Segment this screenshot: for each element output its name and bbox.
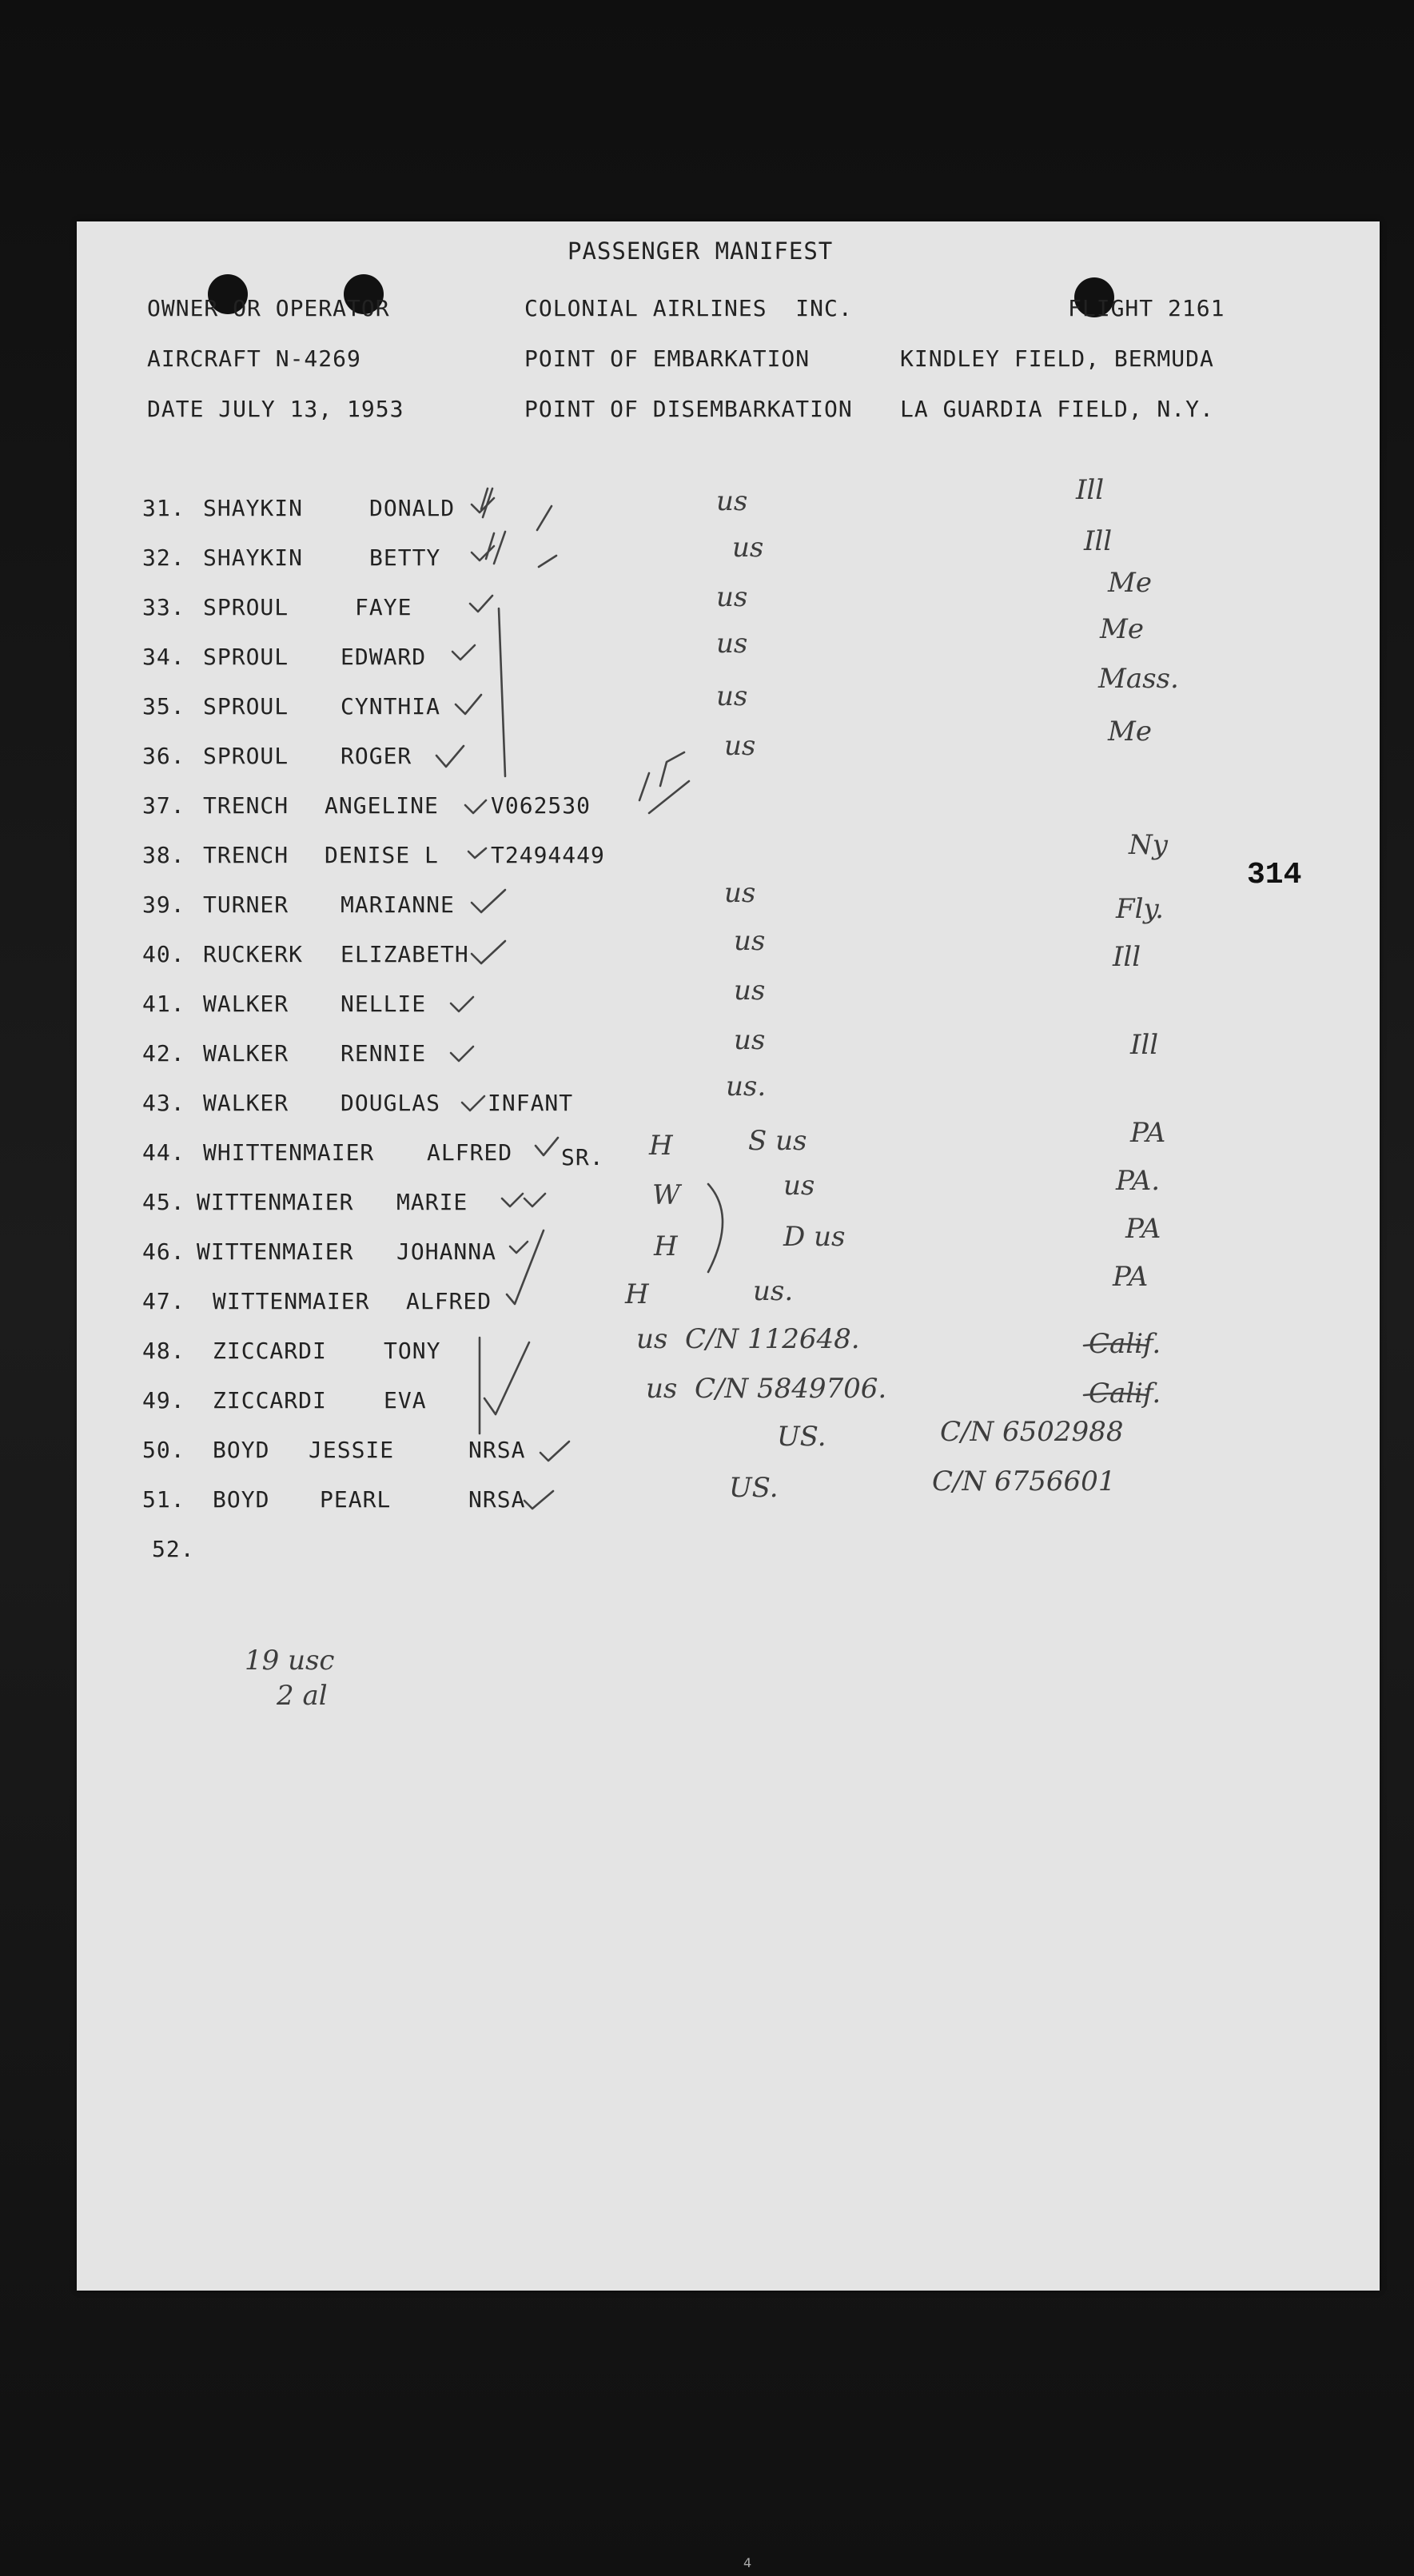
passenger-surname: BOYD	[213, 1486, 270, 1513]
tally-note: 2 al	[277, 1680, 328, 1712]
check-mark	[472, 890, 505, 912]
destination-note: Me	[1108, 567, 1152, 599]
passenger-given-name: PEARL	[320, 1486, 392, 1513]
check-mark	[484, 1342, 529, 1414]
bracket-letter: H	[625, 1278, 649, 1310]
row-number: 51.	[142, 1486, 185, 1513]
citizenship-note: us	[734, 1024, 766, 1056]
citizenship-note: us C/N 112648.	[636, 1323, 860, 1355]
passenger-given-name: ELIZABETH	[341, 941, 469, 967]
sibling-mark	[639, 752, 689, 813]
citizenship-note: us	[783, 1170, 815, 1202]
frame-number: 4	[743, 2555, 752, 2570]
row-number: 33.	[142, 594, 185, 620]
check-mark	[462, 1096, 484, 1111]
passenger-surname: ZICCARDI	[213, 1338, 327, 1364]
destination-note: PA	[1113, 1261, 1149, 1293]
citizenship-note: us.	[726, 1071, 767, 1103]
row-number: 52.	[152, 1536, 195, 1562]
check-mark	[452, 645, 475, 660]
row-number: 46.	[142, 1238, 185, 1265]
check-mark	[456, 695, 481, 714]
row-number: 48.	[142, 1338, 185, 1364]
check-mark	[472, 546, 494, 560]
citizenship-note: US.	[777, 1421, 826, 1453]
citizenship-note: US.	[729, 1472, 779, 1504]
check-mark	[468, 848, 486, 858]
pencil-check-marks	[77, 221, 1380, 2291]
citizenship-note: D us	[783, 1221, 846, 1253]
passenger-surname: WALKER	[203, 1090, 289, 1116]
bracket-letter: H	[654, 1230, 678, 1262]
passenger-surname: TURNER	[203, 891, 289, 918]
certificate-note: C/N 6756601	[932, 1465, 1116, 1497]
bracket-letter: H	[649, 1130, 673, 1162]
row-number: 37.	[142, 792, 185, 819]
embarkation-value: KINDLEY FIELD, BERMUDA	[900, 345, 1214, 372]
citizenship-note: us	[734, 925, 766, 957]
passport-number: V062530	[491, 792, 591, 819]
owner-label: OWNER OR OPERATOR	[147, 295, 390, 321]
embarkation-label: POINT OF EMBARKATION	[524, 345, 811, 372]
passenger-surname: SPROUL	[203, 594, 289, 620]
row-number: 38.	[142, 842, 185, 868]
passenger-surname: BOYD	[213, 1437, 270, 1463]
bracket-line	[708, 1184, 723, 1272]
row-number: 36.	[142, 743, 185, 769]
destination-note: Calif.	[1089, 1378, 1161, 1410]
visa-status: NRSA	[468, 1437, 526, 1463]
check-mark	[451, 997, 473, 1011]
row-number: 43.	[142, 1090, 185, 1116]
row-number: 34.	[142, 644, 185, 670]
check-mark	[486, 532, 556, 567]
disembarkation-label: POINT OF DISEMBARKATION	[524, 396, 853, 422]
visa-status: NRSA	[468, 1486, 526, 1513]
row-number: 45.	[142, 1189, 185, 1215]
destination-note: Calif.	[1089, 1328, 1161, 1360]
page-number-stamp: 314	[1247, 858, 1302, 892]
check-mark	[524, 1491, 553, 1509]
passenger-given-name: DENISE L	[325, 842, 439, 868]
check-mark	[470, 596, 492, 612]
passenger-given-name: TONY	[384, 1338, 441, 1364]
citizenship-note: us	[716, 581, 748, 613]
passenger-surname: WITTENMAIER	[213, 1288, 370, 1314]
passenger-surname: WHITTENMAIER	[203, 1139, 375, 1166]
passenger-given-name: BETTY	[369, 544, 441, 571]
destination-note: PA.	[1116, 1165, 1161, 1197]
citizenship-note: us	[724, 730, 756, 762]
passenger-surname: ZICCARDI	[213, 1387, 327, 1414]
destination-note: Ill	[1084, 525, 1113, 557]
passenger-surname: WALKER	[203, 1040, 289, 1067]
destination-note: Me	[1100, 613, 1144, 645]
suffix: SR.	[561, 1144, 604, 1170]
passenger-given-name: JOHANNA	[396, 1238, 497, 1265]
passenger-given-name: EDWARD	[341, 644, 427, 670]
infant-flag: INFANT	[488, 1090, 574, 1116]
check-mark	[540, 1442, 569, 1461]
owner-value: COLONIAL AIRLINES INC.	[524, 295, 853, 321]
check-mark	[436, 746, 464, 767]
row-number: 42.	[142, 1040, 185, 1067]
passenger-surname: TRENCH	[203, 792, 289, 819]
row-number: 47.	[142, 1288, 185, 1314]
row-number: 40.	[142, 941, 185, 967]
row-number: 44.	[142, 1139, 185, 1166]
flight-number: FLIGHT 2161	[1068, 295, 1225, 321]
check-mark	[536, 1138, 558, 1155]
passenger-surname: SHAYKIN	[203, 495, 304, 521]
bracket-line	[499, 608, 505, 776]
check-mark	[465, 800, 486, 813]
row-number: 41.	[142, 991, 185, 1017]
row-number: 50.	[142, 1437, 185, 1463]
citizenship-note: us	[716, 628, 748, 660]
destination-note: PA	[1130, 1117, 1166, 1149]
passenger-given-name: ALFRED	[406, 1288, 492, 1314]
passenger-surname: WITTENMAIER	[197, 1238, 354, 1265]
tally-note: 19 usc	[245, 1645, 335, 1677]
check-mark	[502, 1194, 545, 1206]
citizenship-note: us	[716, 485, 748, 517]
row-number: 32.	[142, 544, 185, 571]
manifest-title: PASSENGER MANIFEST	[568, 237, 834, 265]
passenger-given-name: MARIE	[396, 1189, 468, 1215]
check-mark	[481, 488, 552, 530]
row-number: 49.	[142, 1387, 185, 1414]
destination-note: Ill	[1076, 474, 1105, 506]
passenger-given-name: ROGER	[341, 743, 412, 769]
check-mark	[507, 1230, 544, 1304]
strike-through	[1084, 1344, 1148, 1346]
check-mark	[451, 1047, 473, 1061]
citizenship-note: us C/N 5849706.	[646, 1373, 887, 1405]
check-mark	[510, 1242, 528, 1253]
check-mark	[472, 941, 505, 963]
passenger-given-name: ANGELINE	[325, 792, 439, 819]
passenger-given-name: NELLIE	[341, 991, 427, 1017]
disembarkation-value: LA GUARDIA FIELD, N.Y.	[900, 396, 1214, 422]
passenger-surname: SPROUL	[203, 693, 289, 720]
manifest-date: DATE JULY 13, 1953	[147, 396, 404, 422]
destination-note: Mass.	[1098, 663, 1179, 695]
destination-note: Ny	[1129, 829, 1168, 861]
passenger-given-name: MARIANNE	[341, 891, 455, 918]
destination-note: Me	[1108, 716, 1152, 748]
bracket-letter: W	[652, 1179, 680, 1211]
passenger-given-name: EVA	[384, 1387, 427, 1414]
aircraft-label: AIRCRAFT N-4269	[147, 345, 361, 372]
citizenship-note: us.	[753, 1275, 794, 1307]
passenger-given-name: FAYE	[355, 594, 412, 620]
row-number: 39.	[142, 891, 185, 918]
citizenship-note: us	[724, 877, 756, 909]
passenger-surname: WITTENMAIER	[197, 1189, 354, 1215]
passenger-surname: SPROUL	[203, 644, 289, 670]
destination-note: PA	[1125, 1213, 1161, 1245]
citizenship-note: us	[734, 975, 766, 1007]
passenger-surname: RUCKERK	[203, 941, 304, 967]
citizenship-note: us	[716, 680, 748, 712]
passenger-given-name: JESSIE	[309, 1437, 395, 1463]
citizenship-note: us	[732, 532, 764, 564]
passenger-given-name: DONALD	[369, 495, 456, 521]
passenger-surname: TRENCH	[203, 842, 289, 868]
passenger-surname: SHAYKIN	[203, 544, 304, 571]
citizenship-note: S us	[748, 1125, 807, 1157]
manifest-sheet	[77, 221, 1380, 2291]
certificate-note: C/N 6502988	[940, 1416, 1124, 1448]
row-number: 31.	[142, 495, 185, 521]
passenger-given-name: CYNTHIA	[341, 693, 441, 720]
passenger-surname: SPROUL	[203, 743, 289, 769]
strike-through	[1084, 1394, 1148, 1395]
passenger-given-name: RENNIE	[341, 1040, 427, 1067]
destination-note: Fly.	[1116, 893, 1164, 925]
passport-number: T2494449	[491, 842, 605, 868]
passenger-surname: WALKER	[203, 991, 289, 1017]
passenger-given-name: ALFRED	[427, 1139, 513, 1166]
passenger-given-name: DOUGLAS	[341, 1090, 441, 1116]
row-number: 35.	[142, 693, 185, 720]
destination-note: Ill	[1130, 1029, 1159, 1061]
destination-note: Ill	[1113, 941, 1141, 973]
